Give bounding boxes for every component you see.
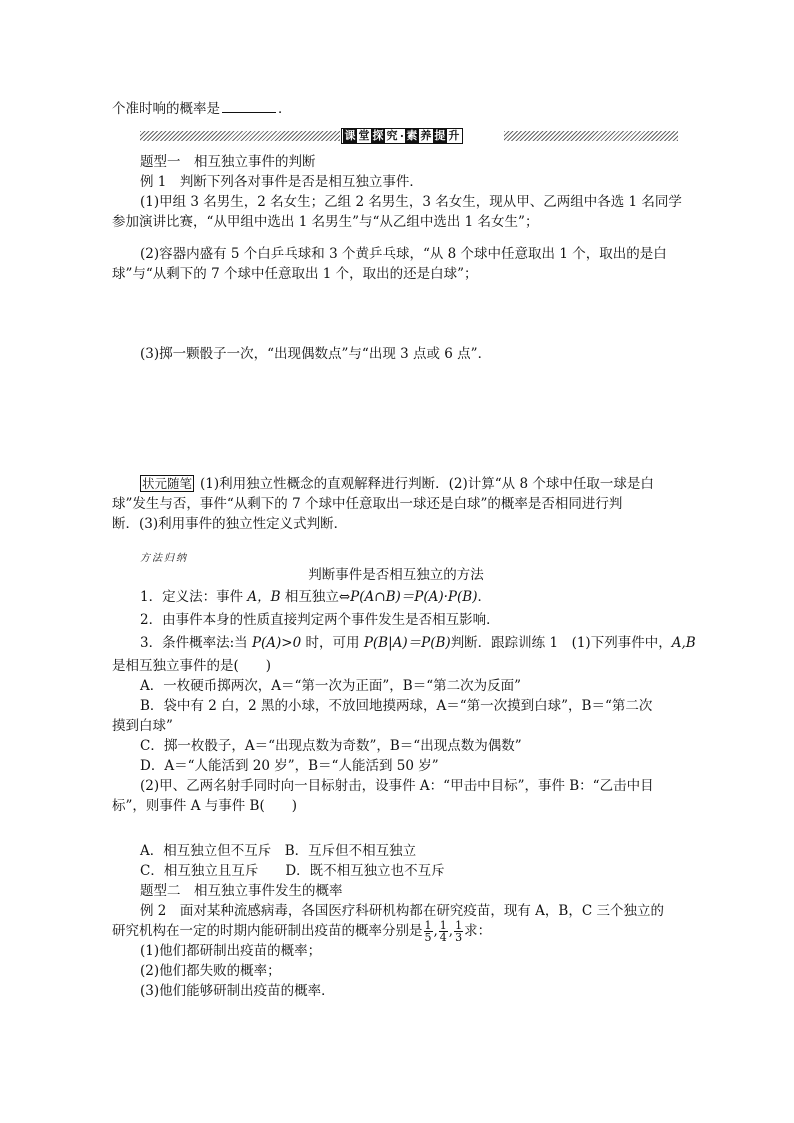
example2-q1: (1)他们都研制出疫苗的概率；: [140, 943, 322, 959]
example1-q2-line1: (2)容器内盛有 5 个白乒乓球和 3 个黄乒乓球，“从 8 个球中任意取出 1 个，取出的是白: [140, 246, 667, 262]
trace1-q2-line2: 标”，则事件 A 与事件 B( ): [112, 798, 297, 814]
banner-label: [341, 128, 463, 144]
example1-q2-line2: 球”与“从剩下的 7 个球中任意取出 1 个，取出的还是白球”；: [112, 266, 478, 282]
method-title: 判断事件是否相互独立的方法: [308, 567, 484, 583]
banner-char: 素: [406, 129, 418, 142]
banner-char: 课: [344, 129, 356, 142]
trace1-option-c: C．掷一枚骰子，A＝“出现点数为奇数”，B＝“出现点数为偶数”: [140, 738, 522, 754]
section-banner: [140, 128, 678, 144]
fraction-num: 1: [455, 919, 463, 932]
banner-char: 探: [372, 129, 384, 142]
example1-q3: (3)掷一颗骰子一次，“出现偶数点”与“出现 3 点或 6 点”．: [140, 346, 492, 362]
hint-line2: 球”发生与否，事件“从剩下的 7 个球中任意取出一球还是白球”的概率是否相同进行判: [112, 496, 623, 512]
trace1-option-b-line1: B．袋中有 2 白，2 黑的小球，不放回地摸两球，A＝“第一次摸到白球”，B＝“第二次: [140, 698, 653, 714]
example1-q1-line2: 参加演讲比赛，“从甲组中选出 1 名男生”与“从乙组中选出 1 名女生”；: [112, 214, 539, 230]
method-2: 2．由事件本身的性质直接判定两个事件发生是否相互影响．: [140, 612, 500, 628]
method-1-mid: 相互独立⇔: [284, 589, 351, 605]
fraction-den: 5: [424, 931, 432, 944]
method-3: [140, 634, 696, 652]
method-1-events: A，B: [247, 589, 281, 605]
method-1: [140, 588, 491, 606]
top-line-text: 个准时响的概率是: [112, 101, 220, 117]
fraction-3: [454, 920, 463, 943]
example1-stem: 例 1 判断下列各对事件是否是相互独立事件．: [140, 174, 423, 190]
method-3-label: 3．条件概率法:当: [140, 635, 248, 651]
top-line-end: ．: [278, 101, 292, 117]
banner-char: 升: [448, 129, 460, 142]
hint-tag: 状元随笔: [142, 476, 193, 491]
trace1-option-d: D．A＝“人能活到 20 岁”，B＝“人能活到 50 岁”: [140, 758, 439, 774]
answer-blank[interactable]: [222, 100, 276, 113]
fraction-2: [439, 920, 448, 943]
example1-q1-line1: (1)甲组 3 名男生，2 名女生；乙组 2 名男生，3 名女生，现从甲、乙两组中各选 1 名同学: [140, 194, 682, 210]
method-label: 方法归纳: [140, 553, 188, 564]
example2-prefix: 研究机构在一定的时期内能研制出疫苗的概率分别是: [112, 923, 423, 939]
banner-char: 养: [420, 129, 432, 142]
method-3-condition: P(A)>0: [251, 635, 302, 651]
trace1-q2-line1: (2)甲、乙两名射手同时向一目标射击，设事件 A：“甲击中目标”，事件 B：“乙击中目: [140, 778, 654, 794]
example2-line2: 研究机构在一定的时期内能研制出疫苗的概率分别是 $\frac{1}{5}$ , $\frac{1}{4}$ , $\frac{1}{3}$ 求：: [112, 919, 492, 944]
method-3-formula: P(B|A)＝P(B): [363, 635, 451, 651]
hint-text: (1)利用独立性概念的直观解释进行判断．(2)计算“从 8 个球中任取一球是白: [200, 476, 654, 492]
banner-hatch-right: [504, 131, 678, 141]
example2-line1: 例 2 面对某种流感病毒，各国医疗科研机构都在研究疫苗，现有 A，B，C 三个独立的: [140, 903, 664, 919]
method-3-mid: 时，可用: [305, 635, 360, 651]
method-3-events: A,B: [671, 635, 696, 651]
banner-char: 堂: [358, 129, 370, 142]
banner-char: 提: [434, 129, 446, 142]
method-3-end: 判断．跟踪训练 1 (1)下列事件中，: [450, 635, 672, 651]
trace1-option-a: A．一枚硬币掷两次，A＝“第一次为正面”，B＝“第二次为反面”: [140, 678, 522, 694]
fraction-1: [424, 920, 433, 943]
trace1-option-b-line2: 摸到白球”: [112, 718, 173, 734]
type2-title: 题型二 相互独立事件发生的概率: [140, 883, 343, 899]
example2-q2: (2)他们都失败的概率；: [140, 963, 281, 979]
banner-char: 究: [386, 129, 398, 142]
top-line: [112, 100, 292, 118]
fraction-num: 1: [439, 919, 447, 932]
trace1-q2-choices-2: C．相互独立且互斥 D．既不相互独立也不互斥: [140, 863, 445, 879]
hint-line1: [140, 475, 654, 493]
example2-suffix: 求：: [464, 923, 492, 939]
trace1-q2-choices-1: A．相互独立但不互斥 B．互斥但不相互独立: [140, 843, 417, 859]
trace1-stem-cont: 是相互独立事件的是( ): [112, 658, 272, 674]
method-1-label: 1．定义法：事件: [140, 589, 244, 605]
method-1-end: ．: [477, 589, 491, 605]
hint-line3: 断．(3)利用事件的独立性定义式判断．: [112, 516, 348, 532]
method-1-formula: P(A∩B)＝P(A)·P(B): [350, 589, 478, 605]
fraction-den: 3: [455, 931, 463, 944]
example2-q3: (3)他们能够研制出疫苗的概率．: [140, 983, 335, 999]
fraction-num: 1: [424, 919, 432, 932]
fraction-den: 4: [439, 931, 447, 944]
type1-title: 题型一 相互独立事件的判断: [140, 154, 316, 170]
banner-dot: ·: [400, 129, 404, 143]
banner-hatch-left: [140, 131, 340, 141]
